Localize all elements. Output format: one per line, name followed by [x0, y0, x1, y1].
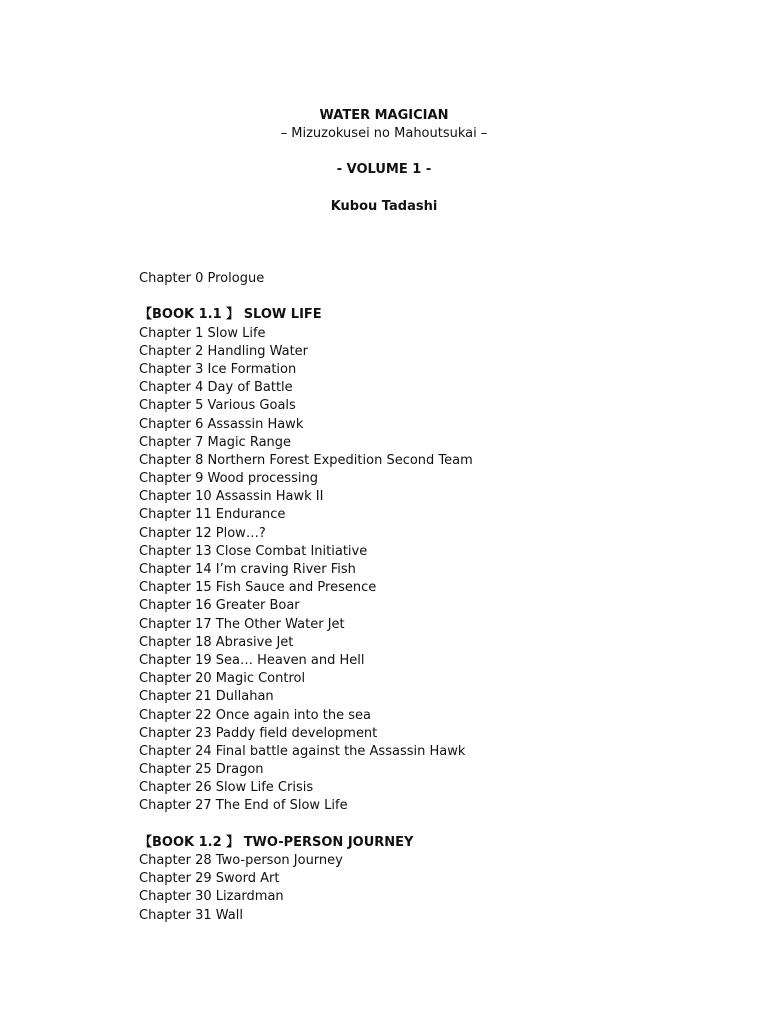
chapter-item: Chapter 5 Various Goals: [139, 398, 296, 414]
book-1-1-chapter-list: [139, 325, 739, 816]
chapter-item: Chapter 6 Assassin Hawk: [139, 416, 304, 432]
chapter-item: Chapter 30 Lizardman: [139, 889, 284, 905]
table-of-contents: [139, 270, 739, 925]
book-1-2-heading: 【BOOK 1.2 】 TWO-PERSON JOURNEY: [139, 834, 414, 850]
chapter-item: Chapter 29 Sword Art: [139, 871, 280, 887]
chapter-item: Chapter 28 Two-person Journey: [139, 853, 343, 868]
chapter-item: Chapter 17 The Other Water Jet: [139, 616, 345, 632]
chapter-item: Chapter 11 Endurance: [139, 507, 286, 523]
chapter-item: Chapter 14 I’m craving River Fish: [139, 562, 356, 577]
volume-label: - VOLUME 1 -: [336, 162, 432, 177]
chapter-item: Chapter 7 Magic Range: [139, 434, 292, 450]
chapter-item: Chapter 15 Fish Sauce and Presence: [139, 580, 377, 596]
chapter-item: Chapter 19 Sea… Heaven and Hell: [139, 652, 365, 668]
book-subtitle: – Mizuzokusei no Mahoutsukai –: [280, 126, 488, 141]
book-title: WATER MAGICIAN: [319, 108, 449, 123]
chapter-item: Chapter 23 Paddy field development: [139, 725, 378, 741]
chapter-item: Chapter 8 Northern Forest Expedition Second Team: [139, 452, 473, 468]
chapter-item: Chapter 22 Once again into the sea: [139, 707, 371, 723]
chapter-item: Chapter 10 Assassin Hawk II: [139, 489, 324, 505]
chapter-item: Chapter 2 Handling Water: [139, 343, 309, 359]
chapter-item: Chapter 27 The End of Slow Life: [139, 798, 348, 814]
chapter-item: Chapter 18 Abrasive Jet: [139, 634, 294, 650]
chapter-item: Chapter 20 Magic Control: [139, 671, 306, 687]
chapter-item: Chapter 21 Dullahan: [139, 689, 274, 705]
book-1-2-chapter-list: [139, 852, 739, 925]
chapter-item: Chapter 12 Plow…?: [139, 525, 266, 541]
chapter-item: Chapter 25 Dragon: [139, 762, 264, 778]
chapter-item: Chapter 9 Wood processing: [139, 471, 318, 487]
chapter-item: Chapter 4 Day of Battle: [139, 380, 293, 396]
chapter-item: Chapter 3 Ice Formation: [139, 361, 297, 377]
chapter-item: Chapter 16 Greater Boar: [139, 598, 300, 614]
chapter-prologue: Chapter 0 Prologue: [139, 271, 265, 286]
chapter-item: Chapter 1 Slow Life: [139, 325, 266, 341]
chapter-item: Chapter 31 Wall: [139, 907, 243, 923]
book-1-1-heading: 【BOOK 1.1 】 SLOW LIFE: [139, 307, 322, 323]
chapter-item: Chapter 26 Slow Life Crisis: [139, 780, 314, 796]
chapter-item: Chapter 13 Close Combat Initiative: [139, 543, 368, 559]
author-name: Kubou Tadashi: [330, 199, 438, 214]
chapter-item: Chapter 24 Final battle against the Assassin Hawk: [139, 743, 466, 759]
